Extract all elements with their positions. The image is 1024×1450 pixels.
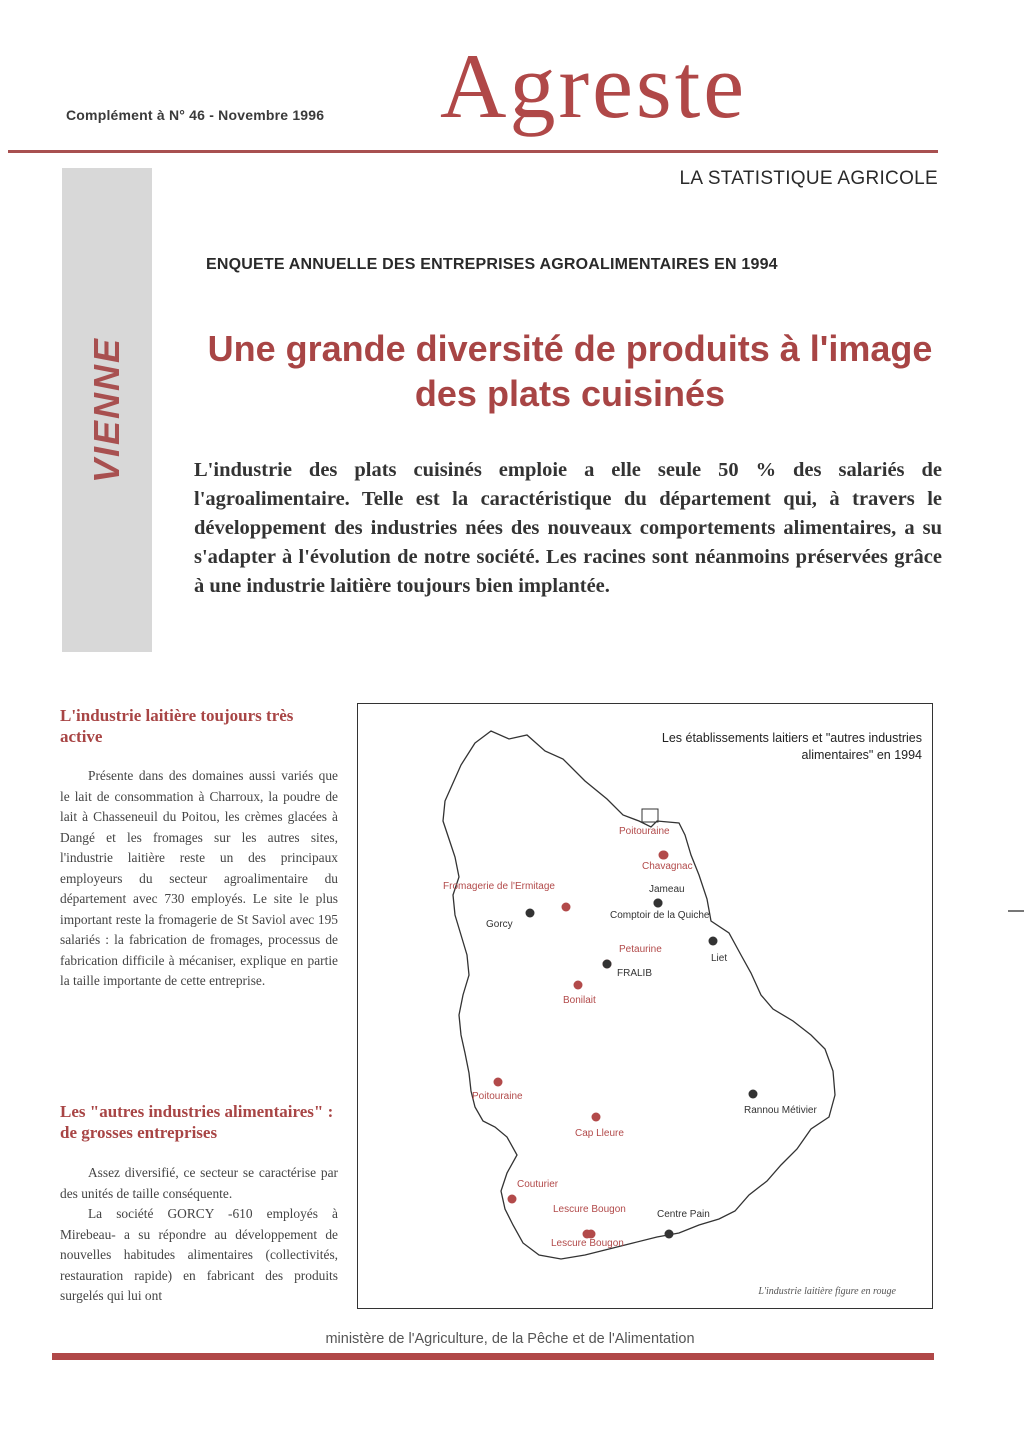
establishment-label: Petaurine [619, 944, 662, 955]
vienne-map [357, 703, 933, 1309]
establishment-marker [574, 981, 583, 990]
survey-title: ENQUETE ANNUELLE DES ENTREPRISES AGROALIMENTAIRES EN 1994 [206, 256, 778, 273]
establishment-marker [709, 937, 718, 946]
establishment-marker [526, 909, 535, 918]
establishment-label: Poitouraine [472, 1091, 523, 1102]
establishment-label: Bonilait [563, 995, 596, 1006]
margin-mark [1008, 910, 1024, 912]
establishment-label: Jameau [649, 884, 685, 895]
headline: Une grande diversité de produits à l'image des plats cuisinés [207, 328, 933, 414]
establishment-marker [508, 1195, 517, 1204]
establishment-marker [654, 899, 663, 908]
establishment-label: Centre Pain [657, 1209, 710, 1220]
establishment-label: Cap Lleure [575, 1128, 624, 1139]
establishment-label: Couturier [517, 1179, 559, 1190]
establishment-marker [592, 1113, 601, 1122]
paragraph: Présente dans des domaines aussi variés que le lait de consommation à Charroux, la poudre de lait à Chasseneuil du Poitou, les crèmes glacées à Dangé et les fromages sur les autres sites, l'industrie laitière reste un des principaux employeurs du secteur agroalimentaire du département avec 730 employés. Le site le plus important reste la fromagerie de St Saviol avec 195 salariés : la fabrication de fromages, processus de fabrication difficile à mécaniser, explique en partie la taille importante de cette entreprise. [60, 768, 338, 988]
establishment-label: Liet [711, 953, 728, 964]
section-title-dairy: L'industrie laitière toujours très active [60, 706, 294, 746]
establishment-label: FRALIB [617, 968, 653, 979]
establishment-marker [665, 1230, 674, 1239]
section-title-other-industries: Les "autres industries alimentaires" : de grosses entreprises [60, 1102, 334, 1142]
department-label-wrap [62, 168, 152, 652]
lead-paragraph: L'industrie des plats cuisinés emploie a elle seule 50 % des salariés de l'agroalimentaire. Telle est la caractéristique du département qui, à travers le développement des industries nées des nouveaux comportements alimentaires, a su s'adapter à l'évolution de notre société. Les racines sont néanmoins préservées grâce à une industrie laitière toujours bien implantée. [194, 459, 942, 597]
department-outline [443, 731, 835, 1259]
establishment-label: Rannou Métivier [744, 1105, 817, 1116]
box-marker [642, 809, 658, 822]
establishment-label: Chavagnac [642, 861, 693, 872]
establishment-marker [494, 1078, 503, 1087]
map-title: Les établissements laitiers et "autres industries alimentaires" en 1994 [661, 731, 922, 762]
establishment-label: Gorcy [486, 919, 513, 930]
establishment-marker [603, 960, 612, 969]
establishment-marker [660, 851, 669, 860]
ministry-footer: ministère de l'Agriculture, de la Pêche et de l'Alimentation [325, 1331, 695, 1347]
department-label: VIENNE [86, 336, 128, 484]
map-caption: L'industrie laitière figure en rouge [758, 1286, 896, 1297]
paragraph: La société GORCY -610 employés à Mirebeau- a su répondre au développement de nouvelles habitudes alimentaires (collectivités, restauration rapide) en fabricant des produits surgelés qui lui ont [60, 1206, 338, 1303]
agreste-logo: Agreste [440, 35, 748, 137]
establishment-label: Comptoir de la Quiche [610, 910, 710, 921]
section-body-other-industries [60, 1163, 338, 1307]
establishment-label: Lescure Bougon [551, 1238, 624, 1249]
header-rule [8, 150, 938, 153]
section-body-dairy [60, 766, 338, 992]
footer-rule [52, 1353, 934, 1360]
establishment-marker [562, 903, 571, 912]
establishment-label: Lescure Bougon [553, 1204, 626, 1215]
establishment-label: Poitouraine [619, 826, 670, 837]
establishment-label: Fromagerie de l'Ermitage [443, 881, 555, 892]
paragraph: Assez diversifié, ce secteur se caractérise par des unités de taille conséquente. [60, 1165, 338, 1201]
publication-tagline: LA STATISTIQUE AGRICOLE [679, 168, 938, 189]
establishment-marker [749, 1090, 758, 1099]
issue-supplement: Complément à N° 46 - Novembre 1996 [66, 107, 325, 123]
